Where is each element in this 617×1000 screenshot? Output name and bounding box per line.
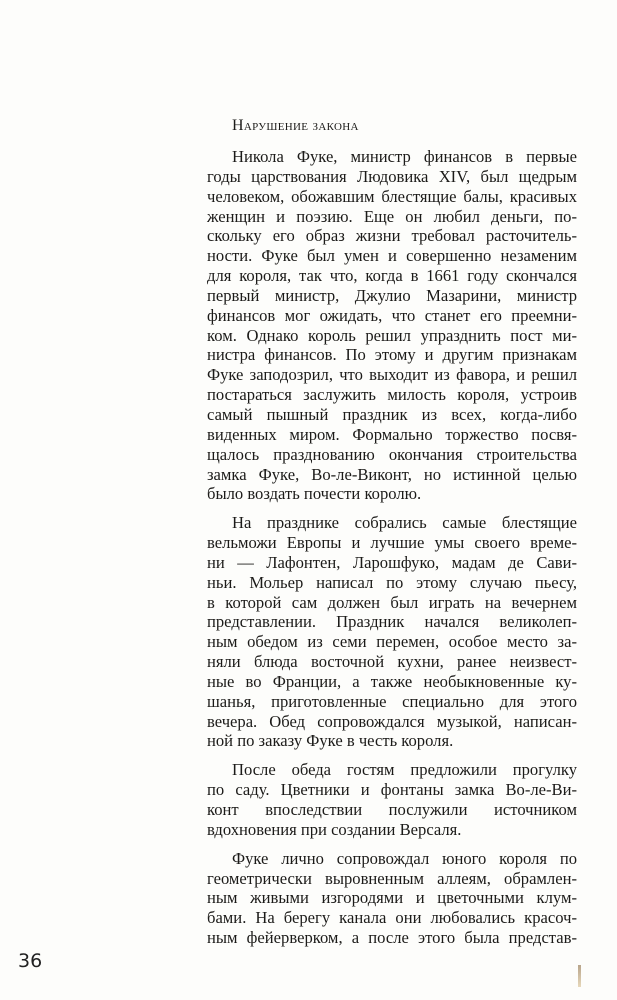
text-line: для короля, так что, когда в 1661 году скончался — [207, 266, 577, 286]
text-line: Фуке лично сопровождал юного короля по — [232, 848, 577, 868]
page-number: 36 — [18, 950, 43, 972]
text-line: шанья, приготовленные специально для этого — [207, 691, 577, 711]
text-line: ным обедом из семи перемен, особое место за- — [207, 632, 577, 652]
text-line: представлении. Праздник начался великолеп- — [207, 612, 577, 632]
text-line: ной по заказу Фуке в честь короля. — [207, 731, 454, 751]
text-line: скольку его образ жизни требовал расточитель- — [207, 226, 577, 246]
page-text — [207, 114, 577, 948]
text-line: человеком, обожавшим блестящие балы, красивых — [207, 186, 577, 206]
section-heading: Нарушение закона — [232, 117, 359, 134]
text-line: самый пышный праздник из всех, когда-либо — [207, 404, 577, 424]
text-line: щалось празднованию окончания строительства — [207, 444, 577, 464]
text-line: ком. Однако король решил упразднить пост ми- — [207, 325, 577, 345]
text-line: первый министр, Джулио Мазарини, министр — [207, 285, 577, 305]
text-line: было воздать почести королю. — [207, 484, 422, 504]
text-line: вечера. Обед сопровождался музыкой, написан- — [207, 711, 577, 731]
text-line: по саду. Цветники и фонтаны замка Во-ле-Ви- — [207, 780, 577, 800]
text-line: ньи. Мольер написал по этому случаю пьесу, — [207, 572, 577, 592]
text-line: ные во Франции, а также необыкновенные ку- — [207, 671, 577, 691]
text-line: постараться заслужить милость короля, устроив — [207, 385, 577, 405]
text-line: финансов мог ожидать, что станет его преемни- — [207, 305, 577, 325]
text-line: женщин и поэзию. Еще он любил деньги, по- — [207, 206, 577, 226]
text-line: геометрически выровненным аллеям, обрамлен- — [207, 868, 577, 888]
text-line: вдохновения при создании Версаля. — [207, 819, 462, 839]
paragraph — [207, 147, 577, 504]
paragraph — [207, 849, 577, 948]
text-line: виденных миром. Формально торжество посвя- — [207, 424, 577, 444]
text-line: замка Фуке, Во-ле-Виконт, но истинной целью — [207, 464, 577, 484]
text-line: нистра финансов. По этому и другим признакам — [207, 345, 577, 365]
text-line: На празднике собрались самые блестящие — [232, 513, 577, 533]
text-line: в которой сам должен был играть на вечернем — [207, 592, 577, 612]
text-line: Фуке заподозрил, что выходит из фавора, и решил — [207, 365, 577, 385]
text-line: вельможи Европы и лучшие умы своего време- — [207, 533, 577, 553]
text-line: конт впоследствии послужили источником — [207, 800, 577, 819]
text-line: Никола Фуке, министр финансов в первые — [232, 147, 577, 166]
text-line: После обеда гостям предложили прогулку — [232, 760, 577, 780]
text-line: ным фейерверком, а после этого была представ- — [207, 928, 577, 948]
text-line: ни — Лафонтен, Ларошфуко, мадам де Сави- — [207, 552, 577, 572]
text-line: ности. Фуке был умен и совершенно незаменим — [207, 246, 577, 266]
paragraph — [207, 760, 577, 839]
text-line: годы царствования Людовика XIV, был щедрым — [207, 166, 577, 186]
paragraph — [207, 513, 577, 751]
text-line: няли блюда восточной кухни, ранее неизвест- — [207, 652, 577, 672]
text-line: бами. На берегу канала они любовались красоч- — [207, 908, 577, 928]
text-line: ным живыми изгородями и цветочными клум- — [207, 888, 577, 908]
scan-artifact — [578, 965, 581, 987]
